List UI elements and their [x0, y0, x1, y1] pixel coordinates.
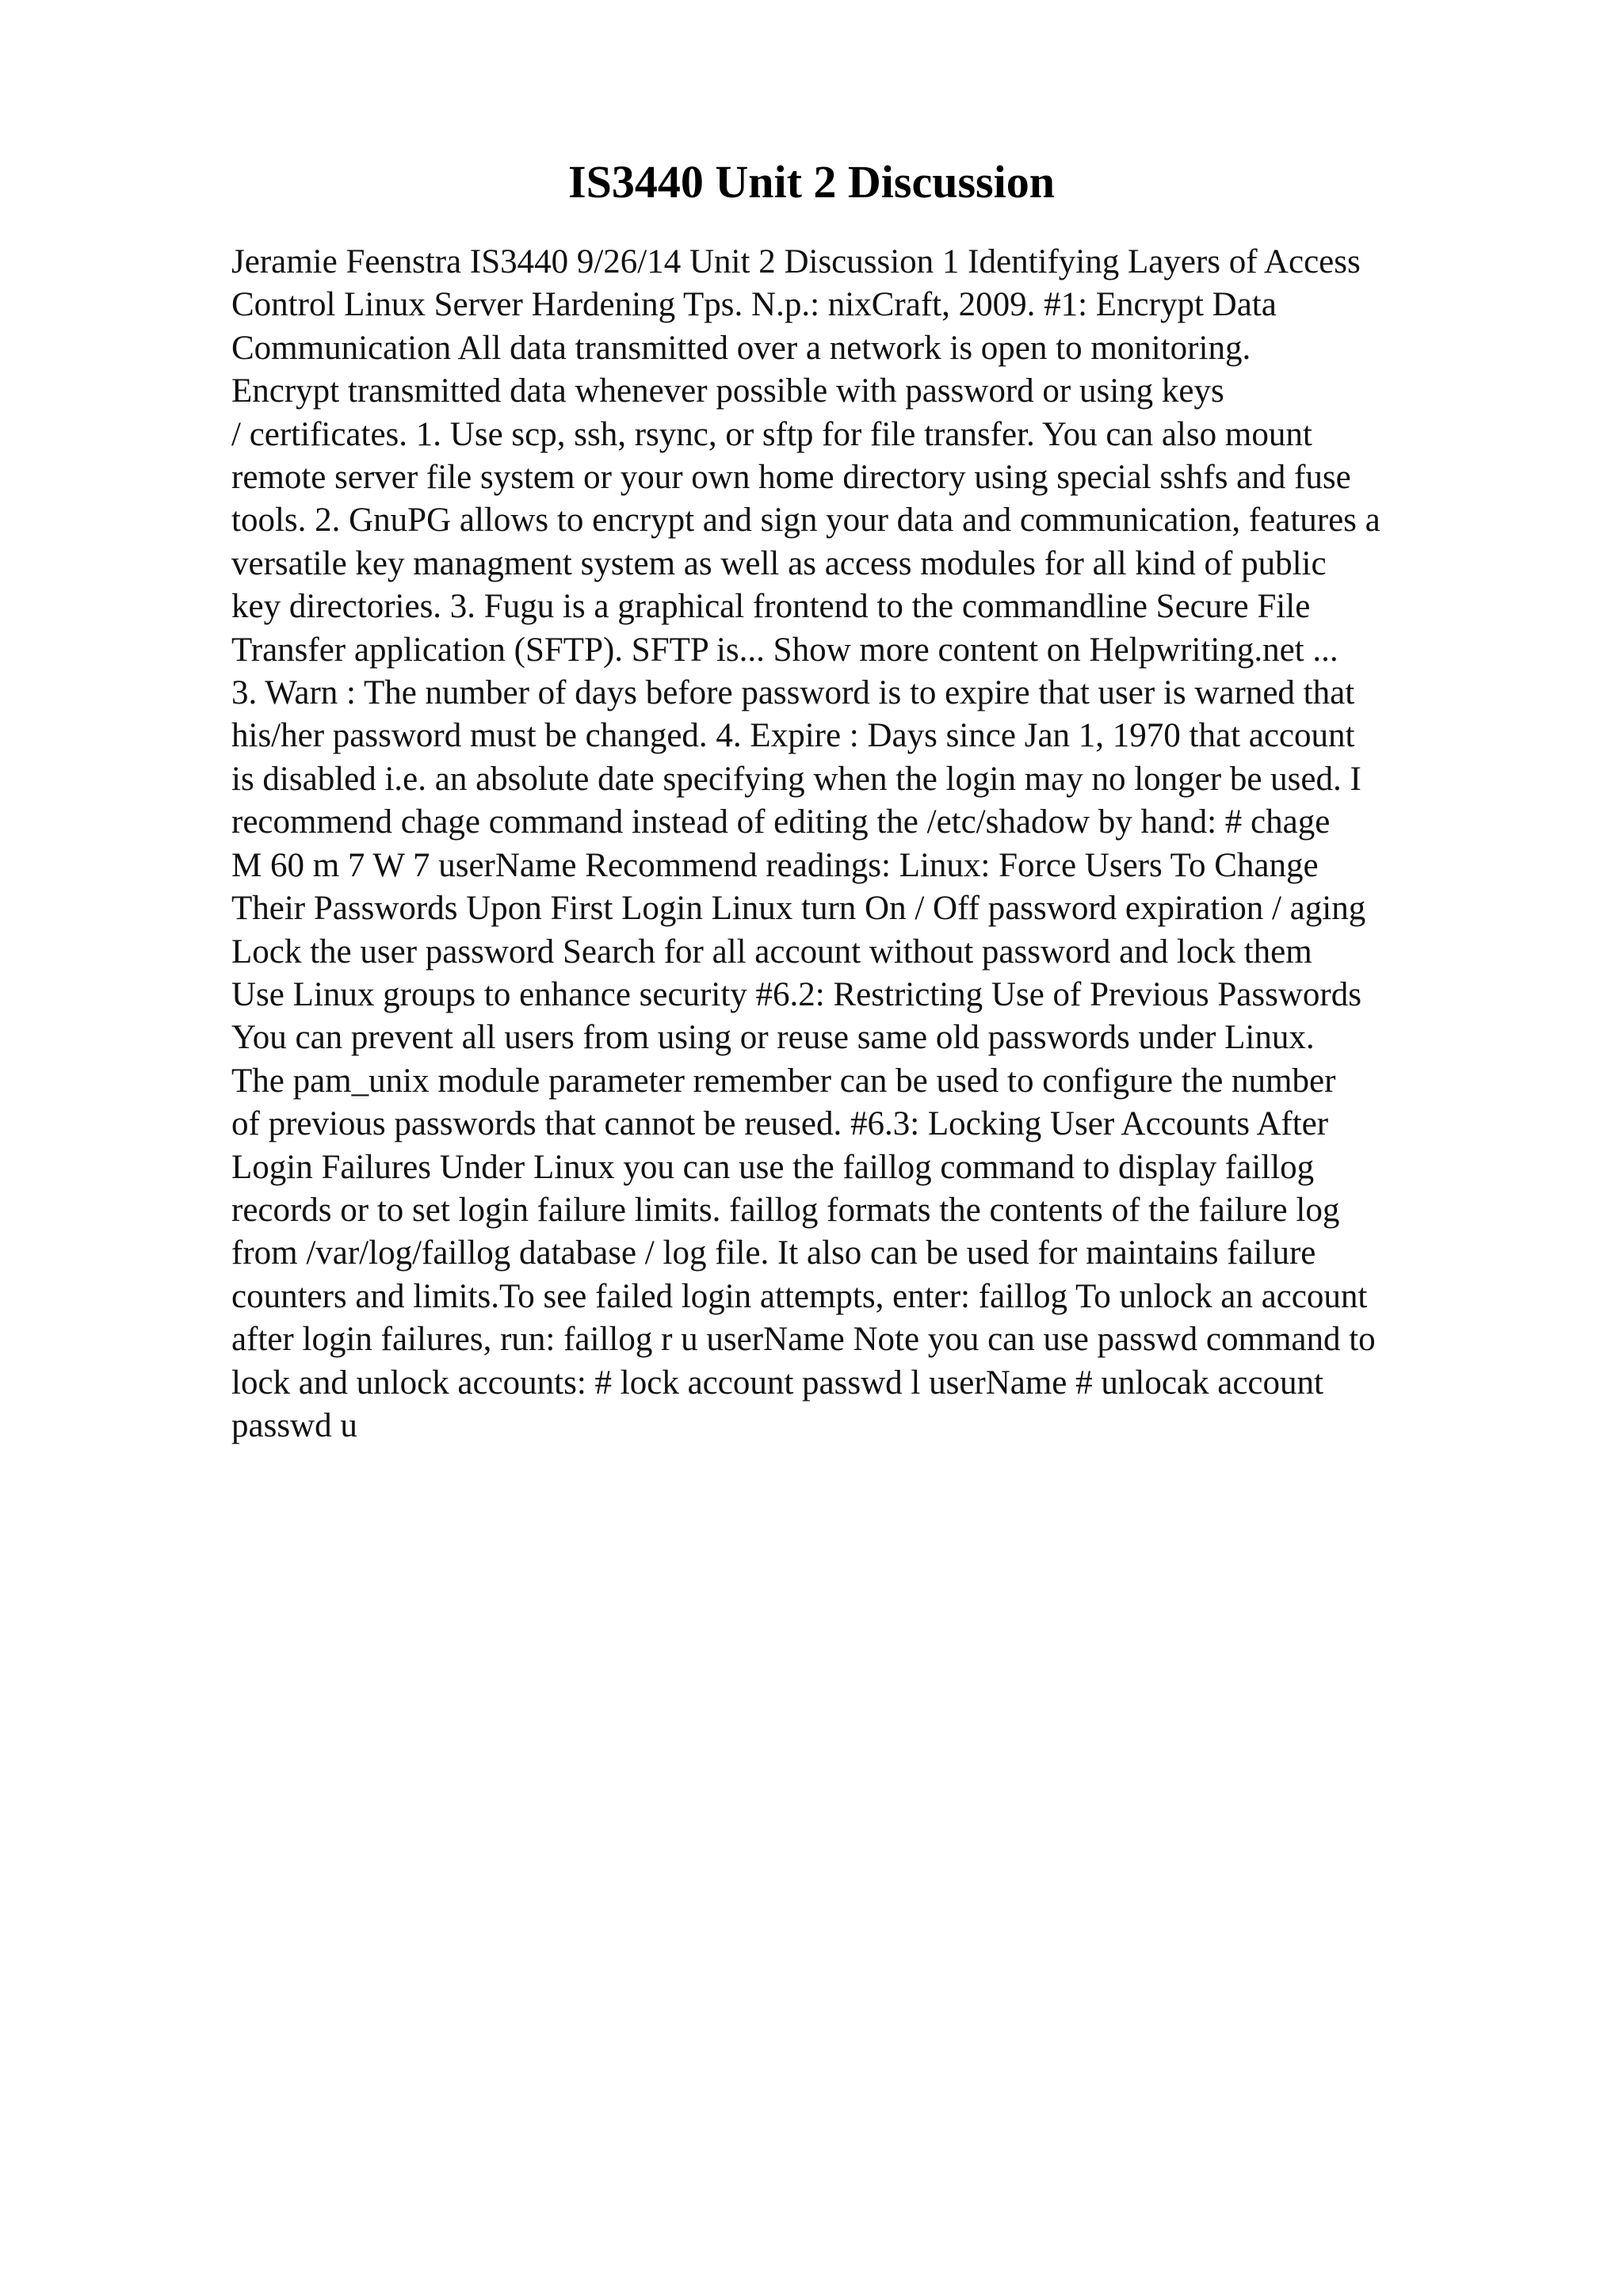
body-text-line: Use Linux groups to enhance security #6.2: Restricting Use of Previous Passwords: [231, 975, 1361, 1013]
body-text-line: Login Failures Under Linux you can use the faillog command to display faillog: [231, 1148, 1315, 1186]
body-text-line: The pam_unix module parameter remember can be used to configure the number: [231, 1062, 1336, 1100]
body-text-line: 3. Warn : The number of days before password is to expire that user is warned that: [231, 674, 1355, 712]
body-text-line: You can prevent all users from using or reuse same old passwords under Linux.: [231, 1019, 1315, 1057]
body-text-line: his/her password must be changed. 4. Expire : Days since Jan 1, 1970 that account: [231, 717, 1355, 755]
body-text-line: passwd u: [231, 1406, 357, 1444]
body-text-line: Encrypt transmitted data whenever possible with password or using keys: [231, 372, 1224, 410]
body-text-line: Transfer application (SFTP). SFTP is... Show more content on Helpwriting.net ...: [231, 631, 1338, 669]
body-text-line: lock and unlock accounts: # lock account passwd l userName # unlocak account: [231, 1363, 1323, 1402]
body-text-line: Communication All data transmitted over a network is open to monitoring.: [231, 329, 1251, 367]
body-text-line: / certificates. 1. Use scp, ssh, rsync, or sftp for file transfer. You can also mount: [231, 415, 1312, 453]
body-text-line: of previous passwords that cannot be reused. #6.3: Locking User Accounts After: [231, 1105, 1329, 1143]
body-text-line: versatile key managment system as well as access modules for all kind of public: [231, 544, 1327, 582]
body-text-line: M 60 m 7 W 7 userName Recommend readings: Linux: Force Users To Change: [231, 846, 1319, 884]
body-text-line: records or to set login failure limits. faillog formats the contents of the failure log: [231, 1191, 1340, 1229]
body-text-line: Lock the user password Search for all account without password and lock them: [231, 933, 1312, 971]
body-text-line: remote server file system or your own home directory using special sshfs and fuse: [231, 459, 1351, 497]
body-text-line: recommend chage command instead of editing the /etc/shadow by hand: # chage: [231, 803, 1331, 841]
body-text-line: after login failures, run: faillog r u userName Note you can use passwd command to: [231, 1321, 1376, 1359]
body-text-line: counters and limits.To see failed login attempts, enter: faillog To unlock an account: [231, 1277, 1368, 1315]
body-text-line: tools. 2. GnuPG allows to encrypt and sign your data and communication, features a: [231, 502, 1381, 540]
body-text-line: from /var/log/faillog database / log file. It also can be used for maintains failure: [231, 1234, 1316, 1272]
body-text-line: is disabled i.e. an absolute date specifying when the login may no longer be used. I: [231, 760, 1361, 798]
body-text-line: key directories. 3. Fugu is a graphical frontend to the commandline Secure File: [231, 588, 1311, 626]
page-title: IS3440 Unit 2 Discussion: [568, 156, 1055, 208]
body-text-line: Jeramie Feenstra IS3440 9/26/14 Unit 2 Discussion 1 Identifying Layers of Access: [231, 243, 1361, 280]
body-text-line: Control Linux Server Hardening Tps. N.p.: nixCraft, 2009. #1: Encrypt Data: [231, 286, 1277, 324]
document-body: [231, 241, 1484, 1447]
body-text-line: Their Passwords Upon First Login Linux turn On / Off password expiration / aging: [231, 890, 1366, 928]
